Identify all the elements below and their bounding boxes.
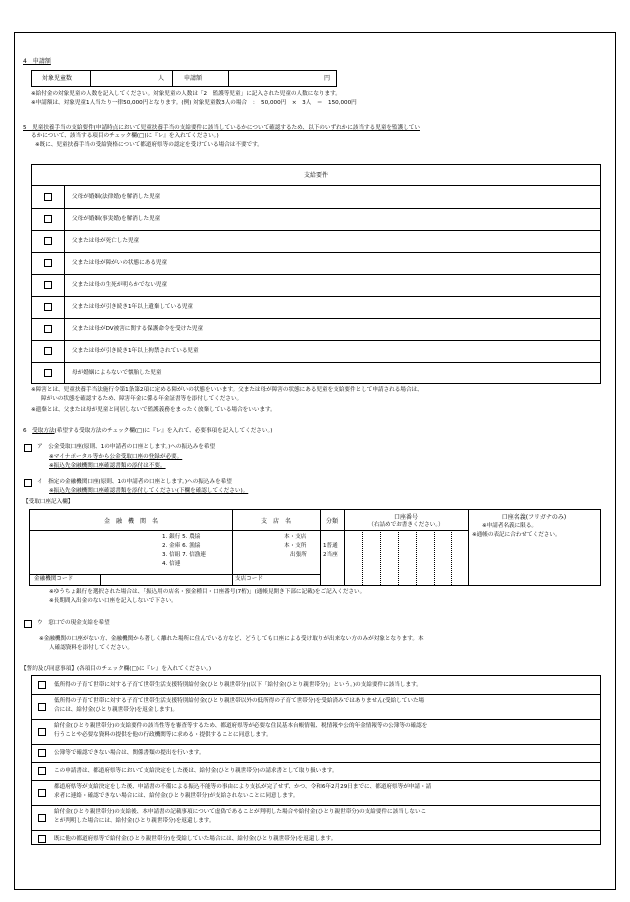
branch-type-1: 本・支店 [284,534,307,540]
eligibility-item-8: 父または母が引き続き1年以上拘禁されている児童 [72,348,199,354]
sec5-heading: 5 児童扶養手当の支給要件(申請時点において児童扶養手当の支給要件に該当しているかについて確認するため、以下のいずれかに該当する児童を監護してい [23,125,420,131]
pledge-checkbox-8[interactable] [38,835,46,843]
option-u-note-2: 人確認資料を添付してください。 [49,645,133,651]
option-u-label: ウ 窓口での現金支給を希望 [37,620,110,626]
pledge-table [31,675,601,845]
pledge-item-8-line-1: 既に他の都道府県等で給付金(ひとり親世帯分)を受給していた場合には、給付金(ひとり親世帯分)を返還します。 [54,836,337,842]
branch-type-2: 本・支所 [284,543,307,549]
pledge-checkbox-4[interactable] [38,749,46,757]
bank-type-3: 3. 信組 7. 信漁連 [162,552,206,558]
pledge-item-6-line-2: 求者に連絡・確認できない場合には、給付金(ひとり親世帯分)が支給されないことに同意します。 [54,793,299,799]
col-number-header: 口座番号 [393,514,418,521]
pledge-item-5-line-1: この申請書は、都道府県等において支給決定をした後は、給付金(ひとり親世帯分)の請求書として取り扱います。 [54,768,338,774]
pledge-heading: 【誓約及び同意事項】(各項目のチェック欄(□)に『レ』を入れてください。) [21,666,212,672]
eligibility-checkbox-5[interactable] [44,281,52,289]
pledge-checkbox-3[interactable] [38,728,46,736]
sec5-foot-3: ※遺棄とは、父または母が児童と同居しないで監護義務をまったく放棄している場合をいいます。 [31,407,276,413]
amount-label: 申請額 [184,75,203,82]
pledge-checkbox-2[interactable] [38,703,46,711]
pledge-item-7-line-1: 給付金(ひとり親世帯分)の支給後、本申請書の記載事項について虚偽であることが判明した場合や給付金(ひとり親世帯分)の支給要件に該当しないこ [54,809,427,815]
pledge-checkbox-1[interactable] [38,681,46,689]
option-i-label: イ 指定の金融機関口座(原則、1の申請者の口座とします。)への振込みを希望 [37,479,232,485]
sec5-heading-2: るかについて、該当する項目のチェック欄(□)に『レ』を入れてください。) [31,133,219,139]
sec5-foot-2: 障がいの状態を確認するため、障害年金に係る年金証書等を添付してください。 [41,396,243,402]
option-i-note-1: ※振込先金融機関口座確認書類を添付してください(下欄を確認してください)。 [49,488,249,494]
pledge-item-4-line-1: 公簿等で確認できない場合は、関係書類の提出を行います。 [54,750,205,756]
eligibility-table-header: 支給要件 [303,172,328,179]
pledge-item-2-line-2: 合には、給付金(ひとり親世帯分)を返金します)。 [54,707,179,713]
account-note-1: ※ゆうちょ銀行を選択された場合は、「振込用の店名・預金種目・口座番号(7桁)」(通帳見開き下部に記載)をご記入ください。 [49,589,366,595]
bank-code-input[interactable] [102,575,228,584]
account-section-title: 【受取口座記入欄】 [23,499,74,505]
account-type-1: 1普通 [323,543,338,549]
form-page [14,32,616,890]
eligibility-item-1: 父母が婚姻(法律婚)を解消した児童 [72,194,161,200]
eligibility-checkbox-4[interactable] [44,259,52,267]
branch-code-input[interactable] [272,575,316,584]
option-a-checkbox[interactable] [24,444,32,452]
branch-code-label: 支店コード [235,576,263,582]
eligibility-checkbox-6[interactable] [44,303,52,311]
pledge-item-6-line-1: 都道府県等が支給決定をした後、申請書の不備による振込不能等の事由により支払が完了せず、かつ、令和6年2月29日までに、都道府県等が申請・請 [54,784,432,790]
option-u-note-1: ※金融機関の口座がない方、金融機関から著しく離れた場所に住んでいる方など、どうしても口座による受け取りが出来ない方のみが対象となります。本 [39,636,424,642]
bank-type-1: 1. 銀行 5. 農協 [162,534,201,540]
bank-code-label: 金融機関コード [34,576,74,582]
account-type-2: 2当座 [323,552,338,558]
amount-input[interactable] [232,75,322,83]
count-input[interactable] [92,75,164,83]
amount-unit: 円 [324,75,331,82]
option-i-checkbox[interactable] [24,479,32,487]
sec4-amount-table [31,70,337,87]
eligibility-item-6: 父または母が引き続き1年以上遺棄している児童 [72,304,194,310]
col-bank-header: 金 融 機 関 名 [103,518,158,525]
pledge-item-1-line-1: 低所得の子育て世帯に対する子育て世帯生活支援特別給付金(ひとり親世帯分)(以下「給付金(ひとり親世帯分)」という。)の支給要件に該当します。 [54,682,422,688]
col-number-sub: （右詰めでお書きください。） [368,522,444,528]
sec4-note-1: ※給付金の対象児童の人数を記入してください。対象児童の人数は「2 監護等児童」に記入された児童の人数になります。 [31,91,341,97]
pledge-item-3-line-2: 行うことや必要な資料の提供を他の行政機関等に求める・提供することに同意します。 [54,732,272,738]
col-type-header: 分類 [325,518,338,525]
eligibility-item-5: 父または母の生死が明らかでない児童 [72,282,168,288]
eligibility-checkbox-9[interactable] [44,369,52,377]
sec4-heading: 4 申請額 [23,58,51,65]
pledge-item-3-line-1: 給付金(ひとり親世帯分)の支給要件の該当性等を審査等するため、都道府県等が必要な住民基本台帳情報、税情報や公的年金情報等の公簿等の確認を [54,723,428,729]
eligibility-checkbox-1[interactable] [44,193,52,201]
eligibility-item-2: 父母が婚姻(事実婚)を解消した児童 [72,216,161,222]
account-note-2: ※長期間入出金のない口座を記入しないで下さい。 [49,598,177,604]
col-holder-note-1: ※申請者名義に限る。 [482,523,538,529]
eligibility-checkbox-7[interactable] [44,325,52,333]
col-holder-note-2: ※通帳の表記に合わせてください。 [472,532,561,538]
pledge-checkbox-5[interactable] [38,767,46,775]
eligibility-checkbox-8[interactable] [44,347,52,355]
eligibility-item-7: 父または母がDV被害に関する保護命令を受けた児童 [72,326,204,332]
pledge-checkbox-6[interactable] [38,789,46,797]
eligibility-item-3: 父または母が死亡した児童 [72,238,140,244]
bank-type-4: 4. 信連 [162,561,181,567]
account-table [29,509,601,586]
col-holder-header: 口座名義(フリガナのみ) [501,514,567,521]
pledge-checkbox-7[interactable] [38,814,46,822]
sec5-note: ※既に、児童扶養手当の受給資格について都道府県等の認定を受けている場合は不要です。 [35,142,263,148]
option-a-note-2: ※振込先金融機関口座確認書類の添付は不要。 [49,463,166,469]
bank-name-input[interactable] [34,534,154,570]
count-unit: 人 [158,75,165,82]
bank-type-2: 2. 金庫 6. 漁協 [162,543,201,549]
count-label: 対象児童数 [42,75,73,82]
branch-type-3: 出張所 [290,552,307,558]
sec4-note-2: ※申請額は、対象児童1人当たり一律50,000円となります。(例) 対象児童数3人の場合 ： 50,000円 × 3人 ＝ 150,000円 [31,100,357,106]
eligibility-checkbox-3[interactable] [44,237,52,245]
eligibility-table [31,164,601,384]
eligibility-item-9: 母が婚姻によらないで懐胎した児童 [72,370,162,376]
col-branch-header: 支 店 名 [260,518,291,525]
sec5-foot-1: ※障害とは、児童扶養手当法施行令第1条第2項に定める障がいの状態をいいます。父または母が障害の状態にある児童を支給要件として申請される場合は、 [31,387,423,393]
option-a-note-1: ※マイナポータル等から公金受取口座の登録が必要。 [49,454,183,460]
pledge-item-7-line-2: とが判明した場合には、給付金(ひとり親世帯分)を返還します。 [54,818,215,824]
eligibility-checkbox-2[interactable] [44,215,52,223]
option-u-checkbox[interactable] [24,620,32,628]
option-a-label: ア 公金受取口座(原則、1の申請者の口座とします。)への振込みを希望 [37,444,216,450]
eligibility-item-4: 父または母が障がいの状態にある児童 [72,260,168,266]
pledge-item-2-line-1: 低所得の子育て世帯に対する子育て世帯生活支援特別給付金(ひとり親世帯以外の低所得の子育て世帯分)を受給済みではありません(受給していた場 [54,698,425,704]
sec6-heading: 6 受取方法(希望する受取方法のチェック欄(□)に『レ』を入れて、必要事項を記入してください。) [23,428,273,434]
